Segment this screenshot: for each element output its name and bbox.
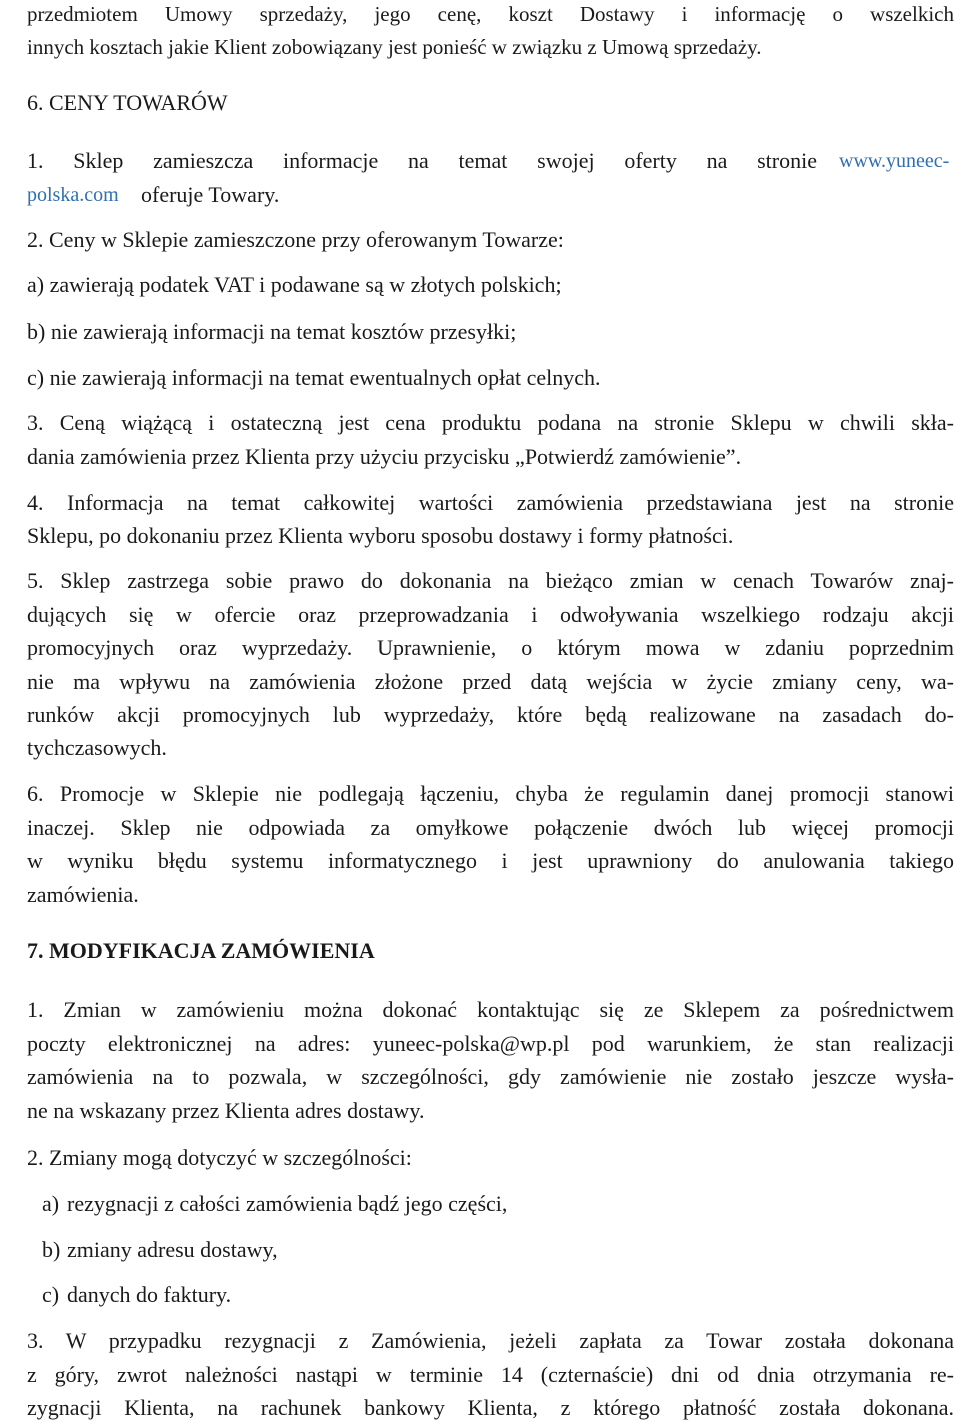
list-item: a) zawierają podatek VAT i podawane są w złotych polskich; [27, 272, 562, 297]
paragraph-line: 1. Zmian w zamówieniu można dokonać kontaktując się ze Sklepem za pośrednictwem [27, 997, 954, 1022]
paragraph-line: zamówienia na to pozwala, w szczególności, gdy zamówienie nie zostało jeszcze wysła- [27, 1064, 954, 1089]
paragraph-line: runków akcji promocyjnych lub wyprzedaży, które będą realizowane na zasadach do- [27, 702, 954, 727]
list-item: danych do faktury. [67, 1282, 232, 1307]
section-heading: 6. CENY TOWARÓW [27, 90, 228, 115]
paragraph-line: przedmiotem Umowy sprzedaży, jego cenę, koszt Dostawy i informację o wszelkich [27, 2, 954, 26]
list-item: c) nie zawierają informacji na temat ewentualnych opłat celnych. [27, 365, 601, 390]
paragraph-line: 5. Sklep zastrzega sobie prawo do dokonania na bieżąco zmian w cenach Towarów znaj- [27, 568, 954, 593]
website-link[interactable]: polska.com [27, 184, 119, 206]
paragraph-line: ne na wskazany przez Klienta adres dostawy. [27, 1098, 425, 1123]
paragraph-line: z góry, zwrot należności nastąpi w terminie 14 (czternaście) dni od dnia otrzymania re- [27, 1362, 954, 1387]
paragraph-line: 2. Zmiany mogą dotyczyć w szczególności: [27, 1145, 412, 1170]
paragraph-line: zygnacji Klienta, na rachunek bankowy Klienta, z którego płatność została dokonana. [27, 1395, 954, 1420]
paragraph-line: inaczej. Sklep nie odpowiada za omyłkowe połączenie dwóch lub więcej promocji [27, 815, 954, 840]
paragraph-line: 2. Ceny w Sklepie zamieszczone przy oferowanym Towarze: [27, 227, 564, 252]
website-link[interactable]: www.yuneec- [839, 150, 950, 172]
paragraph-line: Sklepu, po dokonaniu przez Klienta wyboru sposobu dostawy i formy płatności. [27, 523, 734, 548]
list-item-label: c) [42, 1282, 60, 1307]
paragraph-line: 3. W przypadku rezygnacji z Zamówienia, jeżeli zapłata za Towar została dokonana [27, 1328, 954, 1353]
paragraph-line: oferuje Towary. [141, 182, 280, 207]
paragraph-line: poczty elektronicznej na adres: yuneec-polska@wp.pl pod warunkiem, że stan realizacji [27, 1031, 954, 1056]
paragraph-line: zamówienia. [27, 882, 139, 907]
list-item-label: a) [42, 1191, 60, 1216]
paragraph-line: dujących się w ofercie oraz przeprowadzania i odwoływania wszelkiego rodzaju akcji [27, 602, 954, 627]
paragraph-line: 6. Promocje w Sklepie nie podlegają łączeniu, chyba że regulamin danej promocji stanowi [27, 781, 954, 806]
paragraph-line: innych kosztach jakie Klient zobowiązany jest ponieść w związku z Umową sprzedaży. [27, 35, 762, 59]
paragraph-line: promocyjnych oraz wyprzedaży. Uprawnienie, o którym mowa w zdaniu poprzednim [27, 635, 954, 660]
section-heading: 7. MODYFIKACJA ZAMÓWIENIA [27, 938, 375, 963]
paragraph-line: dania zamówienia przez Klienta przy użyciu przycisku „Potwierdź zamówienie”. [27, 444, 742, 469]
list-item: rezygnacji z całości zamówienia bądź jego części, [67, 1191, 508, 1216]
list-item: zmiany adresu dostawy, [67, 1237, 278, 1262]
paragraph-line: 1. Sklep zamieszcza informacje na temat swojej oferty na stronie [27, 148, 817, 173]
paragraph-line: tychczasowych. [27, 735, 167, 760]
list-item: b) nie zawierają informacji na temat kosztów przesyłki; [27, 319, 517, 344]
paragraph-line: nie ma wpływu na zamówienia złożone przed datą wejścia w życie zmiany ceny, wa- [27, 669, 954, 694]
paragraph-line: 4. Informacja na temat całkowitej wartości zamówienia przedstawiana jest na stronie [27, 490, 954, 515]
paragraph-line: 3. Ceną wiążącą i ostateczną jest cena produktu podana na stronie Sklepu w chwili skła- [27, 410, 954, 435]
paragraph-line: w wyniku błędu systemu informatycznego i jest uprawniony do anulowania takiego [27, 848, 954, 873]
list-item-label: b) [42, 1237, 61, 1262]
